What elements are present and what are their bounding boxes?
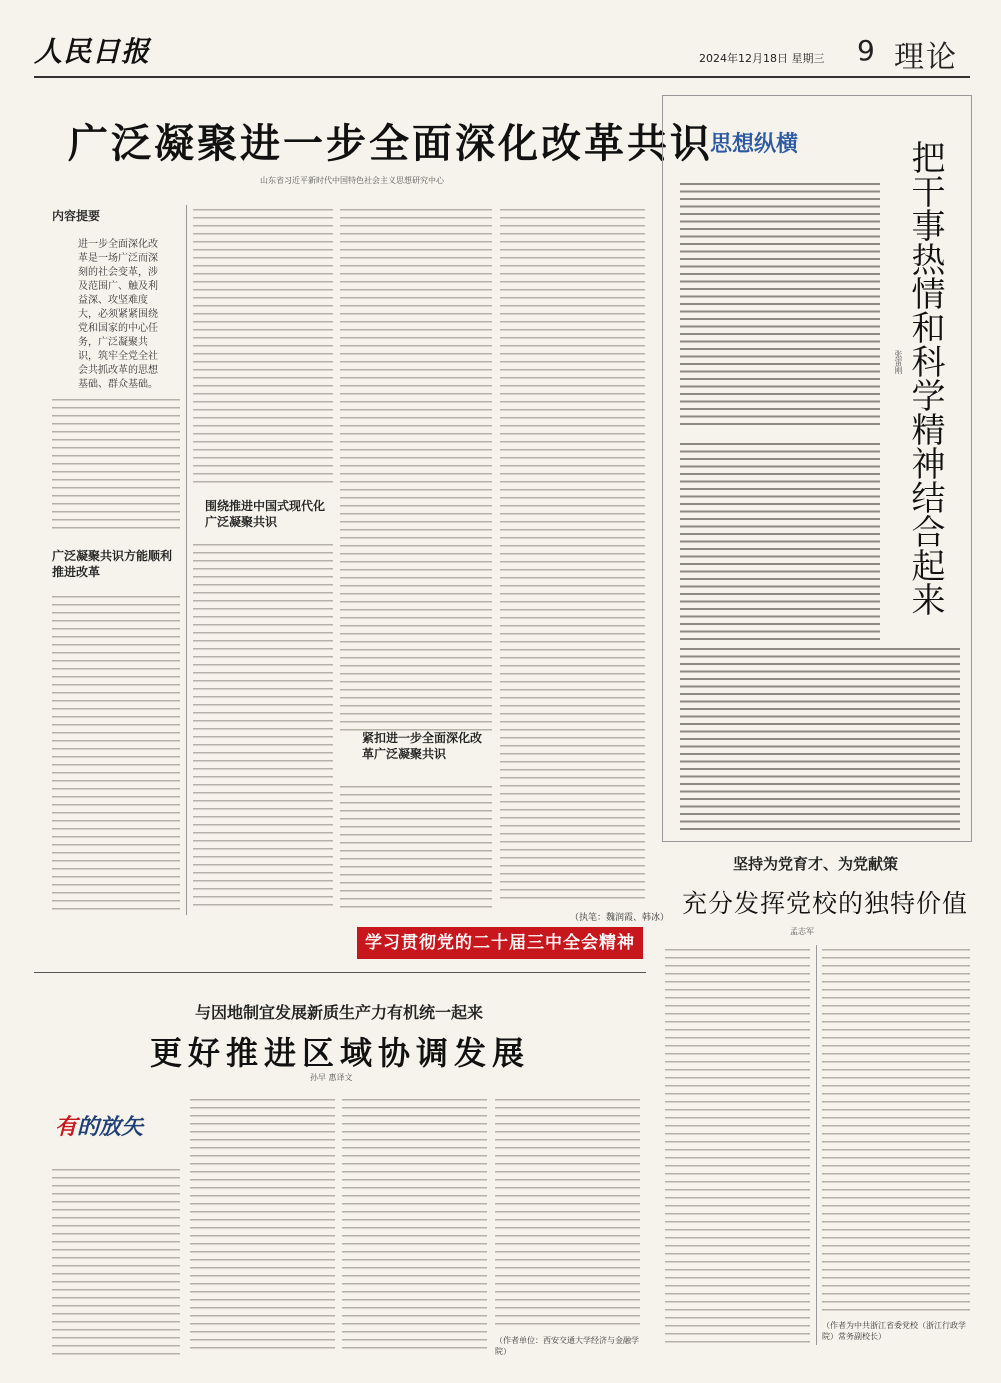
body-text-block: [665, 945, 810, 1345]
body-text-block: [52, 395, 180, 535]
body-text-block: [500, 205, 645, 905]
third-headline: 充分发挥党校的独特价值: [682, 889, 969, 918]
second-logo-main: 有: [55, 1114, 78, 1140]
summary-text: 进一步全面深化改革是一场广泛而深刻的社会变革，涉及范围广、触及利益深、攻坚难度大，必须紧紧围绕党和国家的中心任务，广泛凝聚共识，筑牢全党全社会共抓改革的思想基础、群众基础。: [78, 239, 158, 390]
side-column-author: 张雷刚: [894, 350, 903, 374]
main-headline: 广泛凝聚进一步全面深化改革共识: [68, 121, 713, 167]
body-text-block: [193, 205, 333, 485]
page-number: 9: [857, 34, 875, 67]
section-divider: [34, 972, 646, 973]
column-logo: [710, 125, 798, 158]
side-column-text: [680, 645, 960, 830]
subhead-2: 围绕推进中国式现代化广泛凝聚共识: [205, 499, 326, 529]
side-column-text: [680, 180, 880, 430]
second-credit: （作者单位：西安交通大学经济与金融学院）: [495, 1336, 639, 1356]
subhead-3: 紧扣进一步全面深化改革广泛凝聚共识: [362, 731, 483, 761]
issue-date: 2024年12月18日 星期三: [699, 52, 825, 65]
body-text-block: [52, 1165, 180, 1355]
body-text-block: [342, 1095, 487, 1355]
second-kicker: 与因地制宜发展新质生产力有机统一起来: [195, 1003, 484, 1022]
body-text-block: [52, 592, 180, 912]
body-text-block: [190, 1095, 335, 1355]
second-column-logo: [55, 1110, 143, 1141]
side-column-text: [680, 440, 880, 640]
body-text-block: [822, 945, 970, 1315]
column-logo-main: 思: [710, 131, 733, 157]
section-name: 理论: [894, 40, 958, 75]
masthead: [34, 28, 970, 75]
side-column-title: 把干事热情和科学精神结合起来: [905, 140, 945, 616]
column-logo-rest: 想纵横: [732, 131, 799, 157]
column-divider: [186, 205, 187, 915]
body-text-block: [193, 540, 333, 910]
body-text-block: [495, 1095, 640, 1330]
newspaper-logo: 人民日报: [34, 35, 151, 68]
theme-banner: 学习贯彻党的二十届三中全会精神: [357, 927, 643, 959]
body-text-block: [340, 782, 492, 912]
masthead-rule: [34, 76, 970, 78]
main-credit: （执笔：魏润霞、韩冰）: [570, 913, 670, 923]
column-divider: [816, 945, 817, 1345]
main-byline: 山东省习近平新时代中国特色社会主义思想研究中心: [260, 176, 444, 185]
second-byline: 孙早 惠译文: [310, 1073, 353, 1082]
second-headline: 更好推进区域协调发展: [150, 1034, 531, 1072]
summary-title: 内容提要: [52, 209, 101, 223]
subhead-1: 广泛凝聚共识方能顺利推进改革: [52, 549, 173, 579]
third-byline: 孟志军: [790, 927, 814, 936]
third-credit: （作者为中共浙江省委党校（浙江行政学院）常务副校长）: [822, 1321, 966, 1341]
third-kicker: 坚持为党育才、为党献策: [733, 855, 899, 873]
body-text-block: [340, 205, 492, 735]
second-logo-rest: 的放矢: [77, 1114, 144, 1140]
